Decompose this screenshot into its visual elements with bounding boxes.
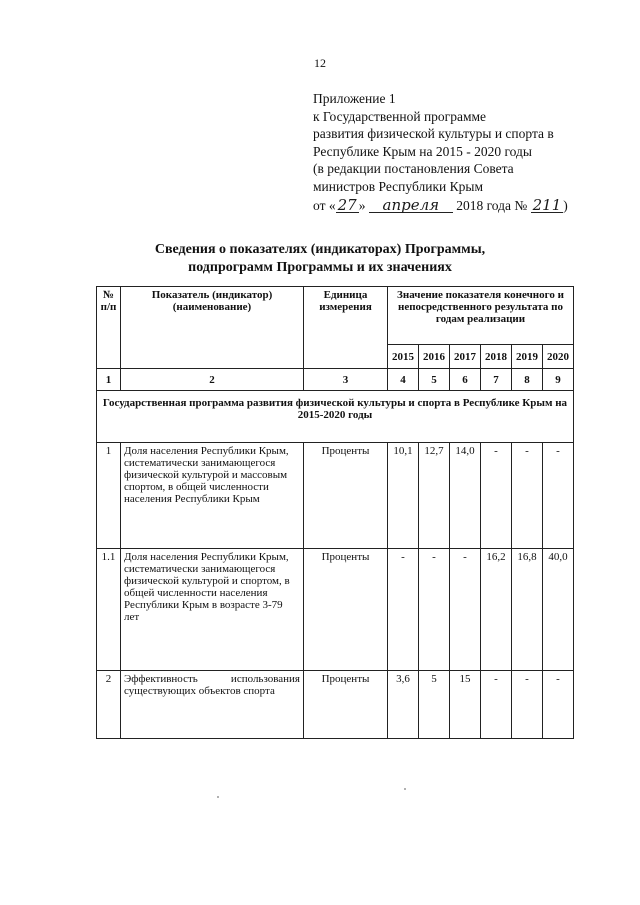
row-3-num: 2: [97, 671, 121, 739]
appendix-block: [313, 90, 568, 215]
row-1-value-2019: -: [512, 443, 543, 549]
row-2-value-2019: 16,8: [512, 549, 543, 671]
handwritten-day: 27: [337, 196, 357, 214]
col-num-3: 3: [304, 369, 388, 391]
row-2-indicator: Доля населения Республики Крым, систематически занимающегося физической культурой и спортом, в общей численности населения Республики Крым в возрасте 3-79 лет: [121, 549, 304, 671]
scan-speck: [217, 796, 219, 798]
title-line-2: подпрограмм Программы и их значениях: [188, 260, 452, 275]
row-3-value-2020: -: [543, 671, 574, 739]
header-indicator: Показатель (индикатор) (наименование): [121, 287, 304, 369]
col-num-5: 5: [419, 369, 450, 391]
handwritten-number: 211: [532, 196, 562, 214]
row-3-value-2019: -: [512, 671, 543, 739]
row-1-num: 1: [97, 443, 121, 549]
header-num: № п/п: [97, 287, 121, 369]
close-paren: ): [563, 198, 568, 213]
col-num-7: 7: [481, 369, 512, 391]
col-num-6: 6: [450, 369, 481, 391]
col-num-4: 4: [388, 369, 419, 391]
appendix-line-5: (в редакции постановления Совета: [313, 161, 514, 176]
table-row: [97, 443, 574, 549]
row-3-unit: Проценты: [304, 671, 388, 739]
year-2018: 2018: [481, 345, 512, 369]
row-2-value-2015: -: [388, 549, 419, 671]
appendix-line-2: к Государственной программе: [313, 108, 487, 124]
row-1-value-2020: -: [543, 443, 574, 549]
appendix-date-line: [313, 197, 568, 215]
header-value: Значение показателя конечного и непосредственного результата по годам реализации: [388, 287, 574, 345]
row-1-value-2018: -: [481, 443, 512, 549]
column-numbers-row: [97, 369, 574, 391]
col-num-2: 2: [121, 369, 304, 391]
year-2019: 2019: [512, 345, 543, 369]
row-2-value-2020: 40,0: [543, 549, 574, 671]
year-2017: 2017: [450, 345, 481, 369]
col-num-9: 9: [543, 369, 574, 391]
page-number: 12: [314, 56, 326, 70]
year-2016: 2016: [419, 345, 450, 369]
row-3-value-2018: -: [481, 671, 512, 739]
row-1-indicator: Доля населения Республики Крым, систематически занимающегося физической культурой и массовым спортом, в общей численности населения Республики Крым: [121, 443, 304, 549]
row-2-value-2016: -: [419, 549, 450, 671]
table-row: [97, 549, 574, 671]
scan-speck: [404, 788, 406, 790]
row-2-value-2018: 16,2: [481, 549, 512, 671]
document-title: [0, 241, 640, 277]
appendix-line-1: Приложение 1: [313, 91, 396, 106]
handwritten-month: апреля: [369, 198, 453, 213]
date-close-quote: »: [358, 198, 366, 213]
row-2-value-2017: -: [450, 549, 481, 671]
section-title: Государственная программа развития физической культуры и спорта в Республике Крым на 2015-2020 годы: [97, 391, 574, 443]
row-3-value-2015: 3,6: [388, 671, 419, 739]
appendix-line-4: Республике Крым на 2015 - 2020 годы: [313, 143, 532, 159]
col-num-8: 8: [512, 369, 543, 391]
row-1-value-2016: 12,7: [419, 443, 450, 549]
date-prefix: от «: [313, 198, 336, 213]
appendix-line-6: министров Республики Крым: [313, 178, 483, 194]
row-3-value-2017: 15: [450, 671, 481, 739]
header-unit: Единица измерения: [304, 287, 388, 369]
section-row: [97, 391, 574, 443]
year-2020: 2020: [543, 345, 574, 369]
header-row: [97, 287, 574, 345]
indicators-table: [96, 286, 574, 739]
col-num-1: 1: [97, 369, 121, 391]
row-3-indicator: Эффективность использования существующих объектов спорта: [121, 671, 304, 739]
row-2-unit: Проценты: [304, 549, 388, 671]
row-3-value-2016: 5: [419, 671, 450, 739]
year-2015: 2015: [388, 345, 419, 369]
year-text: 2018 года №: [456, 198, 528, 213]
table-row: [97, 671, 574, 739]
row-2-num: 1.1: [97, 549, 121, 671]
row-1-unit: Проценты: [304, 443, 388, 549]
row-1-value-2015: 10,1: [388, 443, 419, 549]
appendix-line-3: развития физической культуры и спорта в: [313, 126, 554, 141]
title-line-1: Сведения о показателях (индикаторах) Программы,: [154, 242, 486, 257]
row-1-value-2017: 14,0: [450, 443, 481, 549]
